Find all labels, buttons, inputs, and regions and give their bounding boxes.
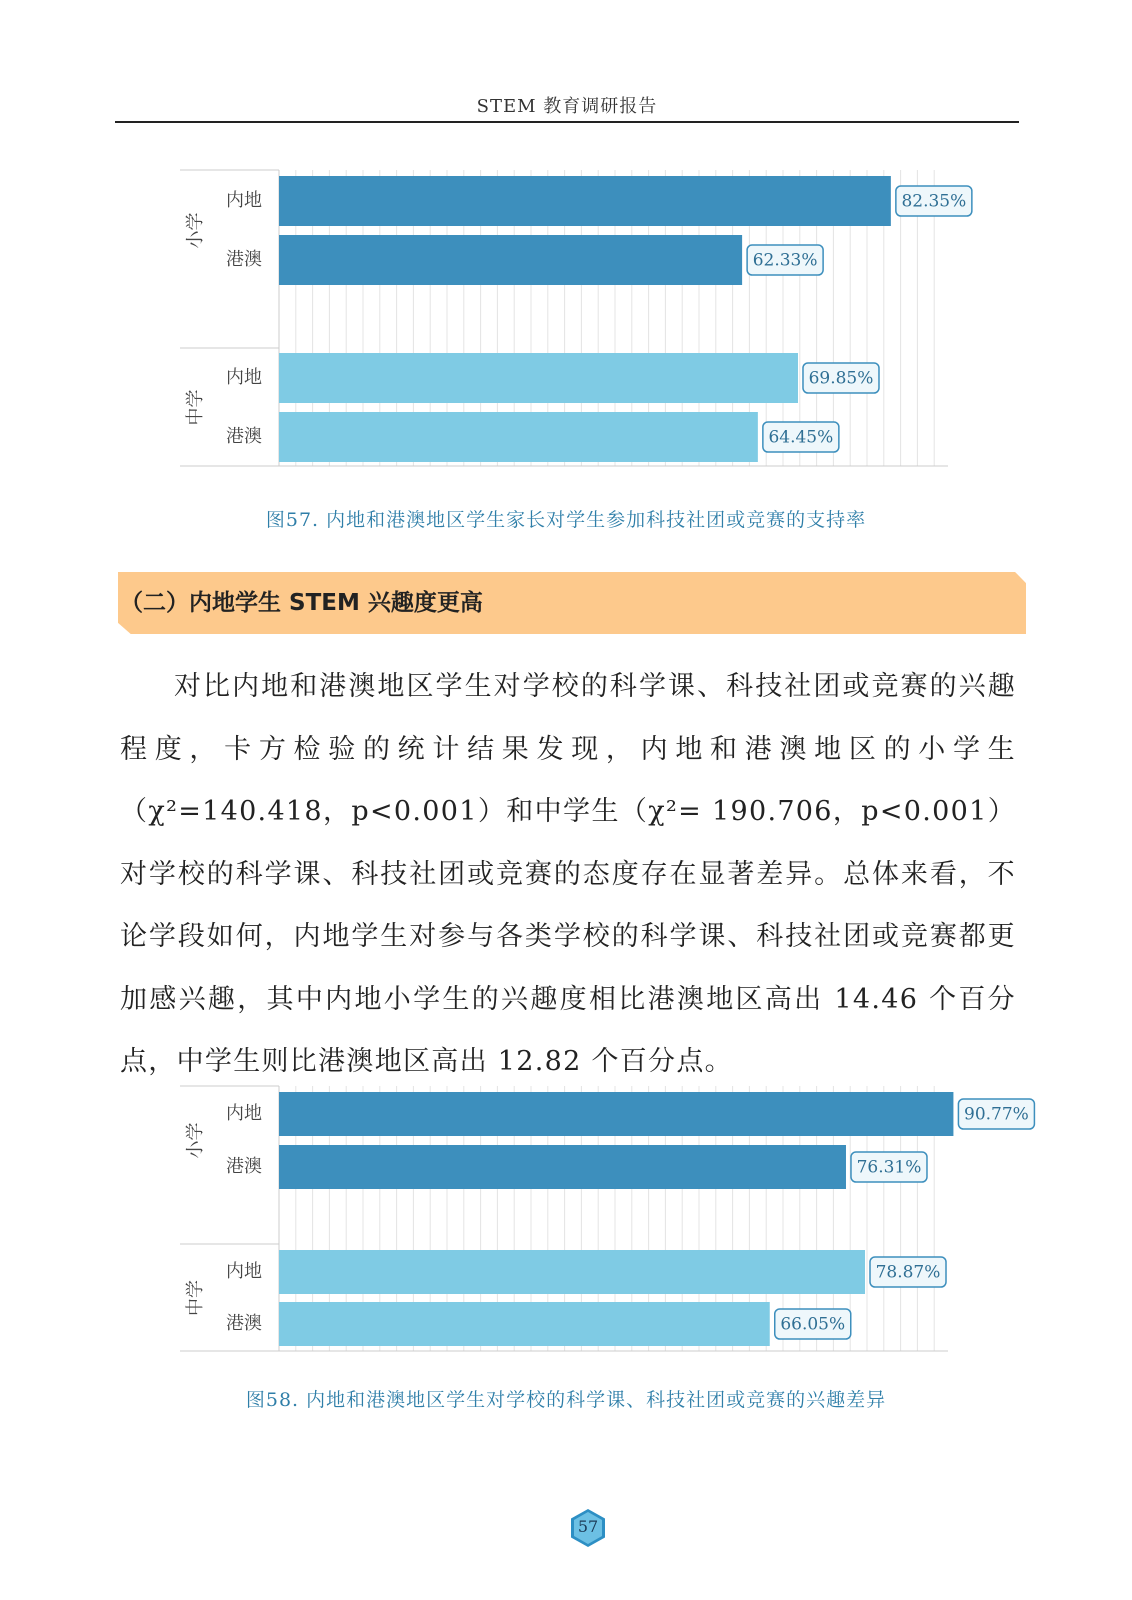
category-label: 港澳 [226,249,262,270]
data-label: 62.33% [752,250,818,271]
category-label: 内地 [226,367,262,388]
data-label: 66.05% [780,1314,846,1335]
figure58-caption: 图58. 内地和港澳地区学生对学校的科学课、科技社团或竞赛的兴趣差异 [245,1389,887,1411]
page-number: 57 [577,1517,599,1536]
data-label: 69.85% [808,368,874,389]
group-label: 中学 [185,1280,206,1316]
figure57-caption: 图57. 内地和港澳地区学生家长对学生参加科技社团或竞赛的支持率 [265,509,867,531]
running-header: STEM 教育调研报告 [476,96,658,117]
category-label: 港澳 [226,1156,262,1177]
group-label: 中学 [185,389,206,426]
data-label: 90.77% [964,1104,1029,1125]
data-label: 82.35% [901,191,967,212]
group-label: 小学 [185,212,206,249]
category-label: 内地 [226,1103,262,1124]
bar [279,1250,865,1294]
category-label: 港澳 [226,426,262,447]
data-label: 76.31% [856,1157,922,1178]
category-label: 内地 [226,190,262,211]
data-label: 64.45% [768,427,834,448]
bar [279,1092,953,1136]
bar [279,1145,846,1189]
section-title: （二）内地学生 STEM 兴趣度更高 [120,590,483,616]
category-label: 港澳 [226,1313,262,1334]
bar [279,1302,770,1346]
data-label: 78.87% [875,1262,941,1283]
body-paragraph: 对比内地和港澳地区学生对学校的科学课、科技社团或竞赛的兴趣程度，卡方检验的统计结果发现，内地和港澳地区的小学生（χ²=140.418，p<0.001）和中学生（χ²= 190.706，p<0.001）对学校的科学课、科技社团或竞赛的态度存在显著差异。总体来看，不论学段如何，内地学生对参与各类学校的科学课、科技社团或竞赛都更加感兴趣，其中内地小学生的兴趣度相比港澳地区高出 14.46 个百分点，中学生则比港澳地区高出 12.82 个百分点。 [120,671,1016,1077]
category-label: 内地 [226,1261,262,1282]
group-label: 小学 [185,1122,206,1159]
